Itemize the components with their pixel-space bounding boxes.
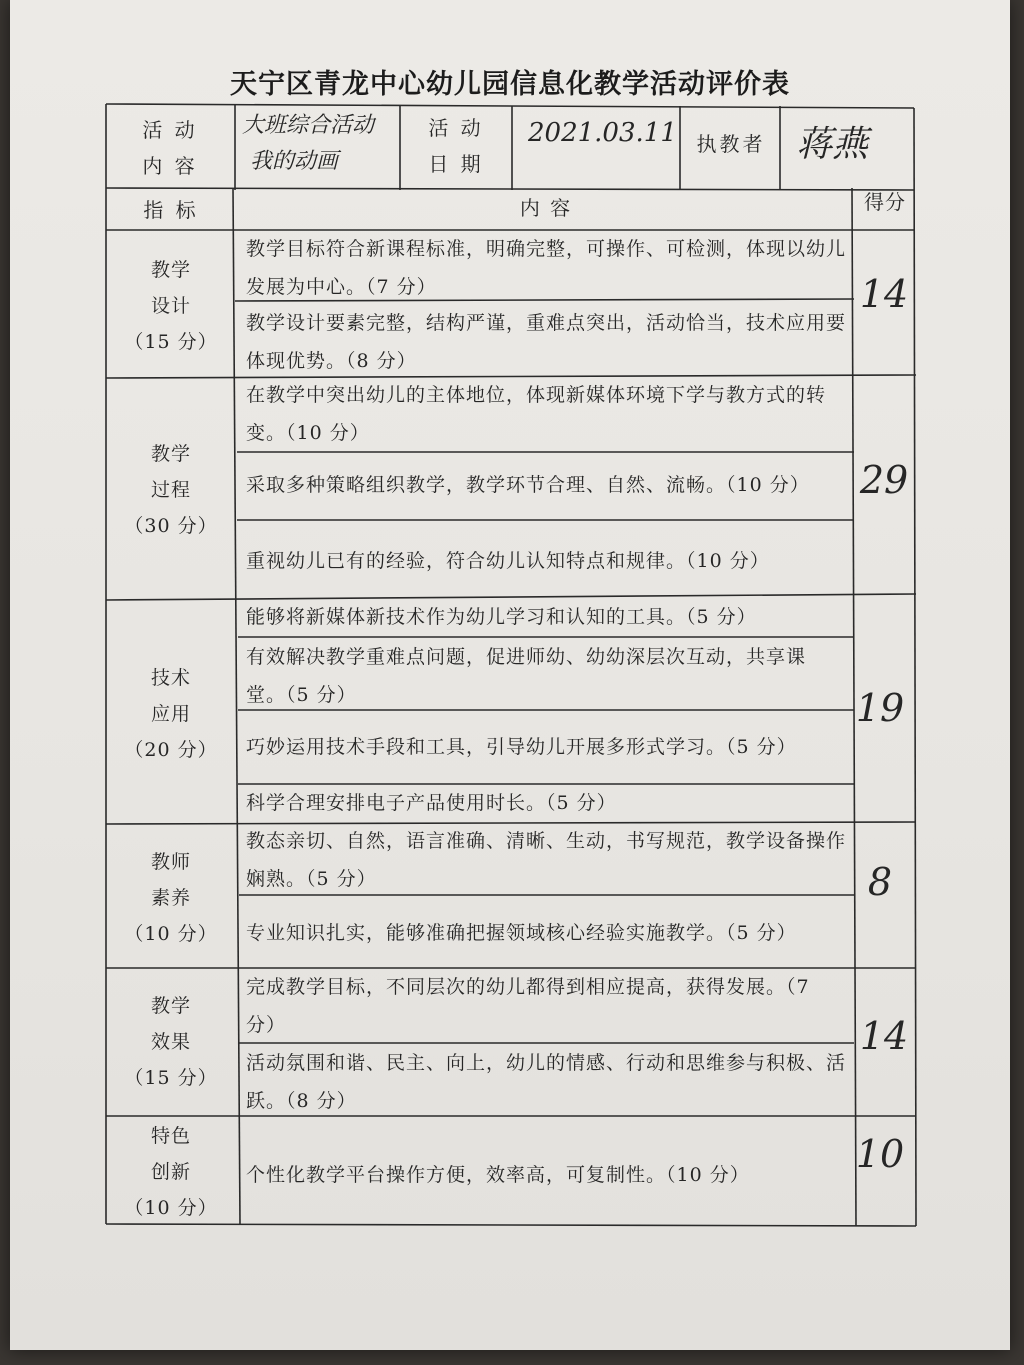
score-teaching-process: 29 [859, 458, 909, 502]
criterion-item: 能够将新媒体新技术作为幼儿学习和认知的工具。（5 分） [246, 606, 757, 628]
activity-content-handwritten: 大班综合活动 我的动画 [242, 113, 375, 174]
criterion-item: 有效解决教学重难点问题，促进师幼、幼幼深层次互动，共享课堂。（5 分） [246, 646, 807, 706]
section-label-teaching-design: 教学 设计 （15 分） [124, 259, 218, 353]
teacher-label: 执教者 [696, 132, 766, 156]
criterion-item: 在教学中突出幼儿的主体地位，体现新媒体环境下学与教方式的转变。（10 分） [246, 384, 827, 444]
teacher-signature: 蒋燕 [796, 124, 869, 165]
criterion-item: 专业知识扎实，能够准确把握领域核心经验实施教学。（5 分） [246, 922, 797, 944]
score-technology-application: 19 [855, 686, 905, 730]
section-label-feature-innovation: 特色 创新 （10 分） [124, 1125, 218, 1219]
score-feature-innovation: 10 [855, 1132, 905, 1176]
indicator-column-divider [233, 188, 240, 1224]
column-header-score: 得分 [864, 190, 906, 214]
criterion-item: 个性化教学平台操作方便，效率高，可复制性。（10 分） [246, 1164, 750, 1186]
form-title: 天宁区青龙中心幼儿园信息化教学活动评价表 [230, 69, 790, 100]
section-label-teaching-process: 教学 过程 （30 分） [124, 443, 218, 537]
table-border-right [914, 108, 916, 1226]
criterion-item: 教学目标符合新课程标准，明确完整，可操作、可检测，体现以幼儿发展为中心。（7 分） [246, 238, 847, 298]
score-teacher-quality: 8 [867, 860, 893, 904]
activity-date-handwritten: 2021.03.11 [528, 118, 677, 148]
column-header-content: 内 容 [519, 196, 573, 220]
criterion-item: 采取多种策略组织教学，教学环节合理、自然、流畅。（10 分） [246, 474, 810, 496]
criterion-item: 教学设计要素完整，结构严谨，重难点突出，活动恰当，技术应用要体现优势。（8 分） [246, 312, 847, 372]
criterion-item: 完成教学目标，不同层次的幼儿都得到相应提高，获得发展。（7 分） [246, 976, 810, 1036]
section-label-teaching-effect: 教学 效果 （15 分） [124, 995, 218, 1089]
section-label-teacher-quality: 教师 素养 （10 分） [124, 851, 218, 945]
activity-date-label: 活 动 日 期 [428, 116, 484, 176]
section-label-technology-application: 技术 应用 （20 分） [124, 667, 218, 761]
criterion-item: 科学合理安排电子产品使用时长。（5 分） [246, 792, 617, 814]
score-teaching-effect: 14 [859, 1014, 909, 1058]
column-header-indicator: 指 标 [143, 198, 199, 222]
score-teaching-design: 14 [859, 272, 909, 316]
criterion-item: 巧妙运用技术手段和工具，引导幼儿开展多形式学习。（5 分） [246, 736, 797, 758]
activity-content-label: 活 动 内 容 [142, 118, 198, 178]
criterion-item: 活动氛围和谐、民主、向上，幼儿的情感、行动和思维参与积极、活跃。（8 分） [246, 1052, 847, 1112]
table-border-top [106, 104, 914, 108]
criterion-item: 教态亲切、自然，语言准确、清晰、生动，书写规范，教学设备操作娴熟。（5 分） [246, 830, 847, 890]
criterion-item: 重视幼儿已有的经验，符合幼儿认知特点和规律。（10 分） [246, 550, 770, 572]
